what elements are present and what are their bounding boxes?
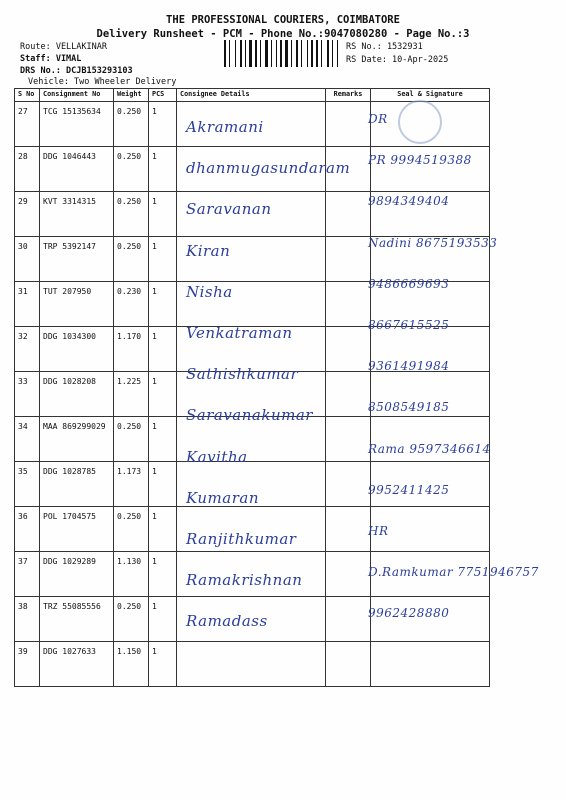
route-label: Route: VELLAKINAR [20,42,107,52]
sno-cell: 34 [15,417,40,462]
barcode-bar [337,40,338,67]
sno-cell: 31 [15,282,40,327]
barcode-bar [227,40,228,67]
remarks-cell [326,327,371,372]
sno-cell: 36 [15,507,40,552]
weight-cell: 0.250 [114,417,149,462]
consignee-handwriting: Ramakrishnan [186,571,303,590]
signature-handwriting: PR 9994519388 [368,153,472,168]
signature-handwriting: 9894349404 [368,194,450,209]
remarks-cell [326,507,371,552]
signature-handwriting: 9486669693 [368,276,450,291]
runsheet-table [14,88,490,687]
drs-number: DRS No.: DCJB153293103 [20,66,133,76]
signature-handwriting: D.Ramkumar 7751946757 [368,565,539,580]
col-header-consignee: Consignee Details [177,89,326,102]
col-header-weight: Weight [114,89,149,102]
barcode [224,40,339,67]
barcode-bar [258,40,259,67]
weight-cell: 1.173 [114,462,149,507]
weight-cell: 0.250 [114,237,149,282]
barcode-bar [291,40,292,67]
barcode-bar [311,40,313,67]
barcode-bar [269,40,270,67]
remarks-cell [326,192,371,237]
consignment-cell: DDG 1028208 [40,372,114,417]
col-header-sno: S No [15,89,40,102]
pcs-cell: 1 [149,462,177,507]
consignee-cell [177,642,326,687]
weight-cell: 1.225 [114,372,149,417]
consignment-cell: DDG 1029289 [40,552,114,597]
sno-cell: 37 [15,552,40,597]
col-header-signature: Seal & Signature [371,89,490,102]
weight-cell: 0.250 [114,507,149,552]
pcs-cell: 1 [149,282,177,327]
signature-handwriting: Nadini 8675193533 [368,235,498,250]
consignment-cell: DDG 1046443 [40,147,114,192]
barcode-bar [245,40,246,67]
col-header-consignment: Consignment No [40,89,114,102]
barcode-bar [255,40,257,67]
barcode-bar [289,40,290,67]
consignee-handwriting: Sathishkumar [186,365,299,384]
consignment-cell: TUT 207950 [40,282,114,327]
barcode-bar [229,40,230,67]
barcode-bar [303,40,306,67]
staff-label: Staff: VIMAL [20,54,82,64]
consignment-cell: DDG 1034300 [40,327,114,372]
barcode-bar [231,40,234,67]
sno-cell: 28 [15,147,40,192]
consignee-handwriting: Ranjithkumar [186,530,297,548]
barcode-bar [323,40,326,67]
signature-handwriting: DR [368,112,388,126]
pcs-cell: 1 [149,507,177,552]
barcode-bar [276,40,277,67]
company-title: THE PROFESSIONAL COURIERS, COIMBATORE [166,14,400,26]
pcs-cell: 1 [149,327,177,372]
barcode-bar [265,40,268,67]
barcode-bar [280,40,282,67]
signature-handwriting: 9962428880 [368,606,450,621]
remarks-cell [326,102,371,147]
sno-cell: 27 [15,102,40,147]
remarks-cell [326,237,371,282]
consignee-handwriting: Kumaran [186,488,259,507]
consignment-cell: TRZ 55085556 [40,597,114,642]
consignee-handwriting: Kavitha [186,447,248,466]
barcode-bar [321,40,322,67]
weight-cell: 0.250 [114,147,149,192]
sno-cell: 38 [15,597,40,642]
weight-cell: 0.250 [114,102,149,147]
consignee-handwriting: Venkatraman [186,324,293,342]
seal-stamp [398,100,442,144]
consignee-handwriting: Akramani [186,118,264,136]
runsheet-subtitle: Delivery Runsheet - PCM - Phone No.:9047080280 - Page No.:3 [96,28,470,40]
sno-cell: 29 [15,192,40,237]
pcs-cell: 1 [149,552,177,597]
consignee-handwriting: Kiran [186,241,231,260]
consignment-cell: TRP 5392147 [40,237,114,282]
barcode-bar [235,40,236,67]
weight-cell: 1.150 [114,642,149,687]
barcode-bar [249,40,252,67]
pcs-cell: 1 [149,147,177,192]
barcode-bar [271,40,272,67]
consignee-handwriting: Saravanan [186,200,272,219]
barcode-bar [247,40,248,67]
signature-handwriting: 9952411425 [368,482,450,497]
pcs-cell: 1 [149,372,177,417]
pcs-cell: 1 [149,192,177,237]
barcode-bar [332,40,333,67]
signature-handwriting: 9361491984 [368,359,450,374]
consignee-handwriting: Ramadass [186,612,268,631]
barcode-bar [314,40,315,67]
signature-handwriting: HR [368,524,389,538]
barcode-bar [301,40,302,67]
barcode-bar [273,40,275,67]
rs-number: RS No.: 1532931 [346,42,423,52]
sno-cell: 32 [15,327,40,372]
remarks-cell [326,372,371,417]
barcode-bar [309,40,310,67]
barcode-bar [224,40,226,67]
signature-handwriting: Rama 9597346614 [368,441,491,456]
barcode-bar [316,40,318,67]
weight-cell: 1.130 [114,552,149,597]
consignment-cell: MAA 869299029 [40,417,114,462]
consignment-cell: KVT 3314315 [40,192,114,237]
weight-cell: 0.250 [114,192,149,237]
signature-handwriting: 8667615525 [368,318,450,332]
consignment-cell: DDG 1028785 [40,462,114,507]
rs-date: RS Date: 10-Apr-2025 [346,55,449,65]
consignee-handwriting: Nisha [186,282,233,301]
signature-cell [371,642,490,687]
barcode-bar [243,40,244,67]
barcode-bar [334,40,336,67]
barcode-bar [260,40,261,67]
consignee-handwriting: Saravanakumar [186,406,313,425]
barcode-bar [278,40,279,67]
vehicle-label: Vehicle: Two Wheeler Delivery [28,77,177,87]
sno-cell: 39 [15,642,40,687]
remarks-cell [326,552,371,597]
barcode-bar [262,40,264,67]
barcode-bar [285,40,288,67]
barcode-bar [330,40,331,67]
consignee-handwriting: dhanmugasundaram [186,159,351,178]
weight-cell: 0.230 [114,282,149,327]
barcode-bar [307,40,308,67]
consignment-cell: POL 1704575 [40,507,114,552]
col-header-remarks: Remarks [326,89,371,102]
weight-cell: 1.170 [114,327,149,372]
barcode-bar [296,40,298,67]
barcode-bar [237,40,239,67]
pcs-cell: 1 [149,237,177,282]
pcs-cell: 1 [149,642,177,687]
consignment-cell: DDG 1027633 [40,642,114,687]
remarks-cell [326,417,371,462]
remarks-cell [326,462,371,507]
barcode-bar [293,40,295,67]
pcs-cell: 1 [149,417,177,462]
barcode-bar [319,40,320,67]
sno-cell: 33 [15,372,40,417]
signature-handwriting: 8508549185 [368,400,450,415]
sno-cell: 35 [15,462,40,507]
sno-cell: 30 [15,237,40,282]
barcode-bar [283,40,284,67]
table-row [15,642,490,687]
consignment-cell: TCG 15135634 [40,102,114,147]
remarks-cell [326,282,371,327]
remarks-cell [326,597,371,642]
barcode-bar [253,40,254,67]
remarks-cell [326,642,371,687]
pcs-cell: 1 [149,102,177,147]
weight-cell: 0.250 [114,597,149,642]
pcs-cell: 1 [149,597,177,642]
col-header-pcs: PCS [149,89,177,102]
barcode-bar [299,40,300,67]
barcode-bar [240,40,242,67]
barcode-bar [327,40,329,67]
